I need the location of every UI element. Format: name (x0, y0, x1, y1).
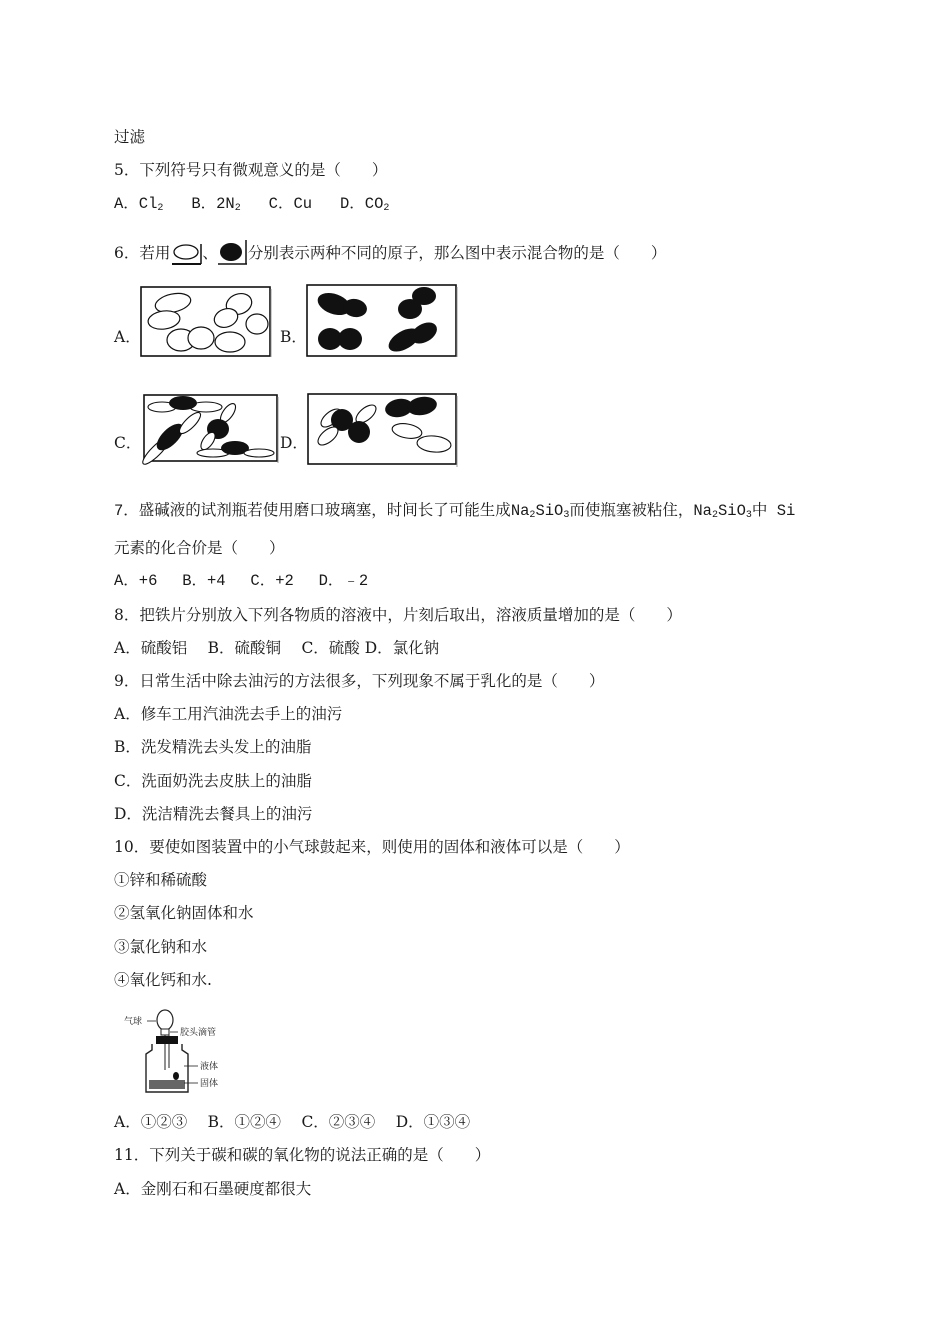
q6-figure-d (306, 392, 458, 468)
q11-stem: 11．下列关于碳和碳的氧化物的说法正确的是（ ） (114, 1146, 491, 1164)
q10-item-2: ②氢氧化钠固体和水 (114, 904, 254, 922)
q6-label-d: D． (280, 434, 308, 452)
q6-stem: 6．若用 、 分别表示两种不同的原子，那么图中表示混合物的是（ ） (114, 240, 666, 266)
balloon-label: 气球 (124, 1016, 143, 1026)
q6-figure-a (140, 286, 272, 358)
q5-options (114, 194, 389, 219)
q6-figure-c (140, 393, 280, 465)
q5-stem: 5．下列符号只有微观意义的是（ ） (114, 161, 388, 179)
black-atom-icon (218, 240, 248, 266)
q11-option-a: A．金刚石和石墨硬度都很大 (114, 1180, 312, 1198)
dropper-label: 胶头滴管 (180, 1027, 217, 1037)
q7-options: A．+6 B．+4 C．+2 D．﹣2 (114, 572, 369, 590)
q9-option-b: B．洗发精洗去头发上的油脂 (114, 738, 312, 756)
q10-item-3: ③氯化钠和水 (114, 938, 208, 956)
q9-option-d: D．洗洁精洗去餐具上的油污 (114, 805, 313, 823)
q10-stem: 10．要使如图装置中的小气球鼓起来，则使用的固体和液体可以是（ ） (114, 838, 630, 856)
q8-stem: 8．把铁片分别放入下列各物质的溶液中，片刻后取出，溶液质量增加的是（ ） (114, 606, 682, 624)
q5-option-b: B．$2N_2$ (191, 195, 241, 214)
q7-stem-line1: 7．盛碱液的试剂瓶若使用磨口玻璃塞，时间长了可能生成$Na_2SiO_3$而使瓶塞被粘住，$Na_2SiO_3$中 Si (114, 502, 796, 521)
q9-stem: 9．日常生活中除去油污的方法很多，下列现象不属于乳化的是（ ） (114, 672, 605, 690)
continued-text: 过滤 (114, 128, 146, 146)
q8-options: A．硫酸铝 B．硫酸铜 C．硫酸 D．氯化钠 (114, 639, 440, 657)
q6-figure-b (306, 284, 458, 358)
q5-option-c: C．Cu (268, 195, 313, 213)
white-atom-icon (170, 242, 202, 266)
q6-label-a: A． (114, 328, 141, 346)
q5-option-a: A．$Cl_2$ (114, 195, 164, 214)
q5-option-d: D．$CO_2$ (339, 195, 390, 214)
q6-label-c: C． (114, 434, 142, 452)
q10-apparatus-figure (118, 1008, 258, 1096)
q7-stem-line2: 元素的化合价是（ ） (114, 539, 285, 557)
q10-item-1: ①锌和稀硫酸 (114, 871, 208, 889)
q10-options: A．①②③ B．①②④ C．②③④ D．①③④ (114, 1113, 471, 1131)
q9-option-a: A．修车工用汽油洗去手上的油污 (114, 705, 343, 723)
q9-option-c: C．洗面奶洗去皮肤上的油脂 (114, 772, 312, 790)
liquid-label: 液体 (200, 1061, 219, 1071)
solid-label: 固体 (200, 1078, 219, 1088)
q6-label-b: B． (280, 328, 307, 346)
q10-item-4: ④氧化钙和水. (114, 971, 212, 989)
